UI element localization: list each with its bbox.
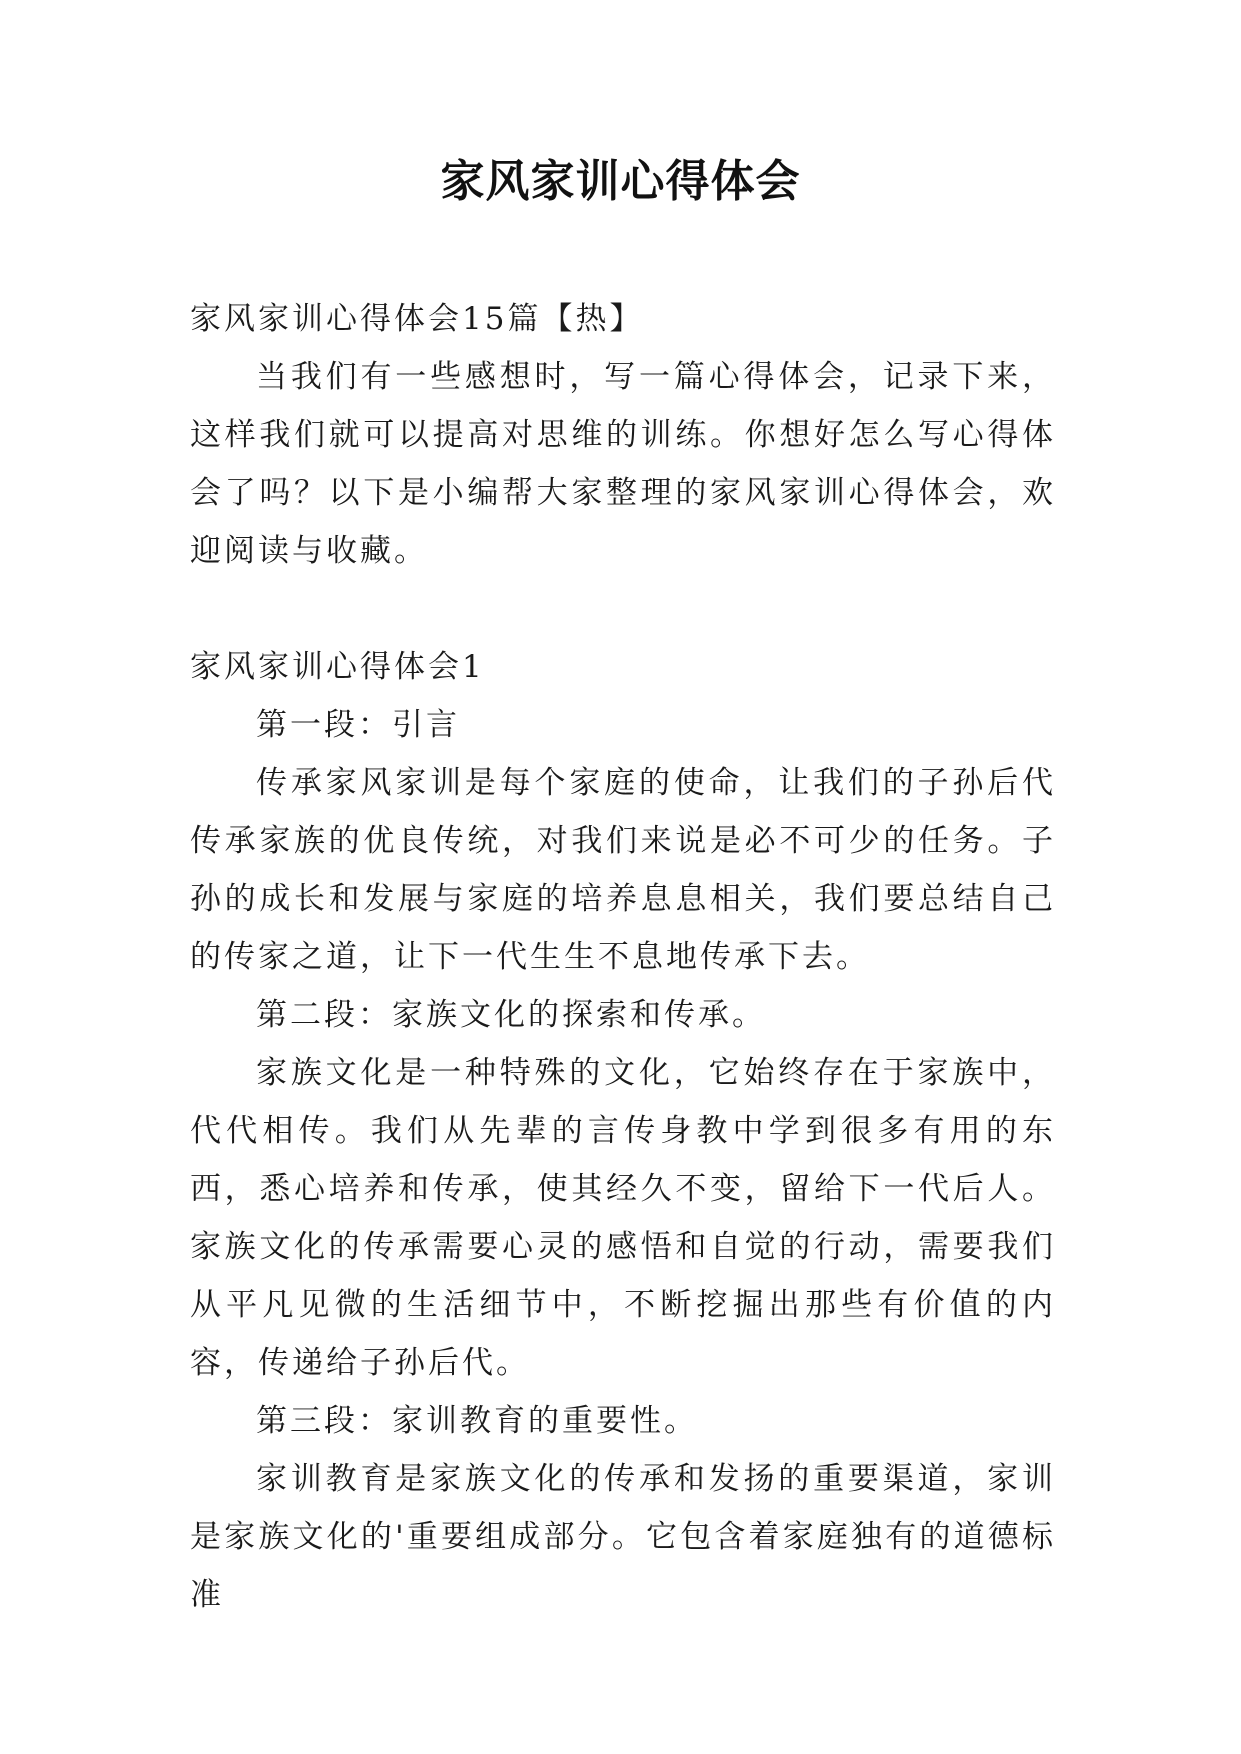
document-title: 家风家训心得体会 xyxy=(440,156,801,207)
intro-paragraph: 当我们有一些感想时，写一篇心得体会，记录下来，这样我们就可以提高对思维的训练。你想好怎么写心得体会了吗？以下是小编帮大家整理的家风家训心得体会，欢迎阅读与收藏。 xyxy=(190,359,1056,569)
document-body xyxy=(190,290,1056,1624)
section-heading: 家风家训心得体会1 xyxy=(190,649,485,685)
paragraph-2: 家族文化是一种特殊的文化，它始终存在于家族中，代代相传。我们从先辈的言传身教中学到很多有用的东西，悉心培养和传承，使其经久不变，留给下一代后人。家族文化的传承需要心灵的感悟和自觉的行动，需要我们从平凡见微的生活细节中，不断挖掘出那些有价值的内容，传递给子孙后代。 xyxy=(190,1055,1056,1381)
section-spacer xyxy=(190,580,1056,638)
intro-heading: 家风家训心得体会15篇【热】 xyxy=(190,301,644,337)
subsection-heading-1: 第一段：引言 xyxy=(256,707,460,743)
subsection-heading-3: 第三段：家训教育的重要性。 xyxy=(256,1403,698,1439)
subsection-heading-2: 第二段：家族文化的探索和传承。 xyxy=(256,997,766,1033)
paragraph-3: 家训教育是家族文化的传承和发扬的重要渠道，家训是家族文化的'重要组成部分。它包含着家庭独有的道德标准 xyxy=(190,1461,1056,1613)
paragraph-1: 传承家风家训是每个家庭的使命，让我们的子孙后代传承家族的优良传统，对我们来说是必不可少的任务。子孙的成长和发展与家庭的培养息息相关，我们要总结自己的传家之道，让下一代生生不息地传承下去。 xyxy=(190,765,1056,975)
